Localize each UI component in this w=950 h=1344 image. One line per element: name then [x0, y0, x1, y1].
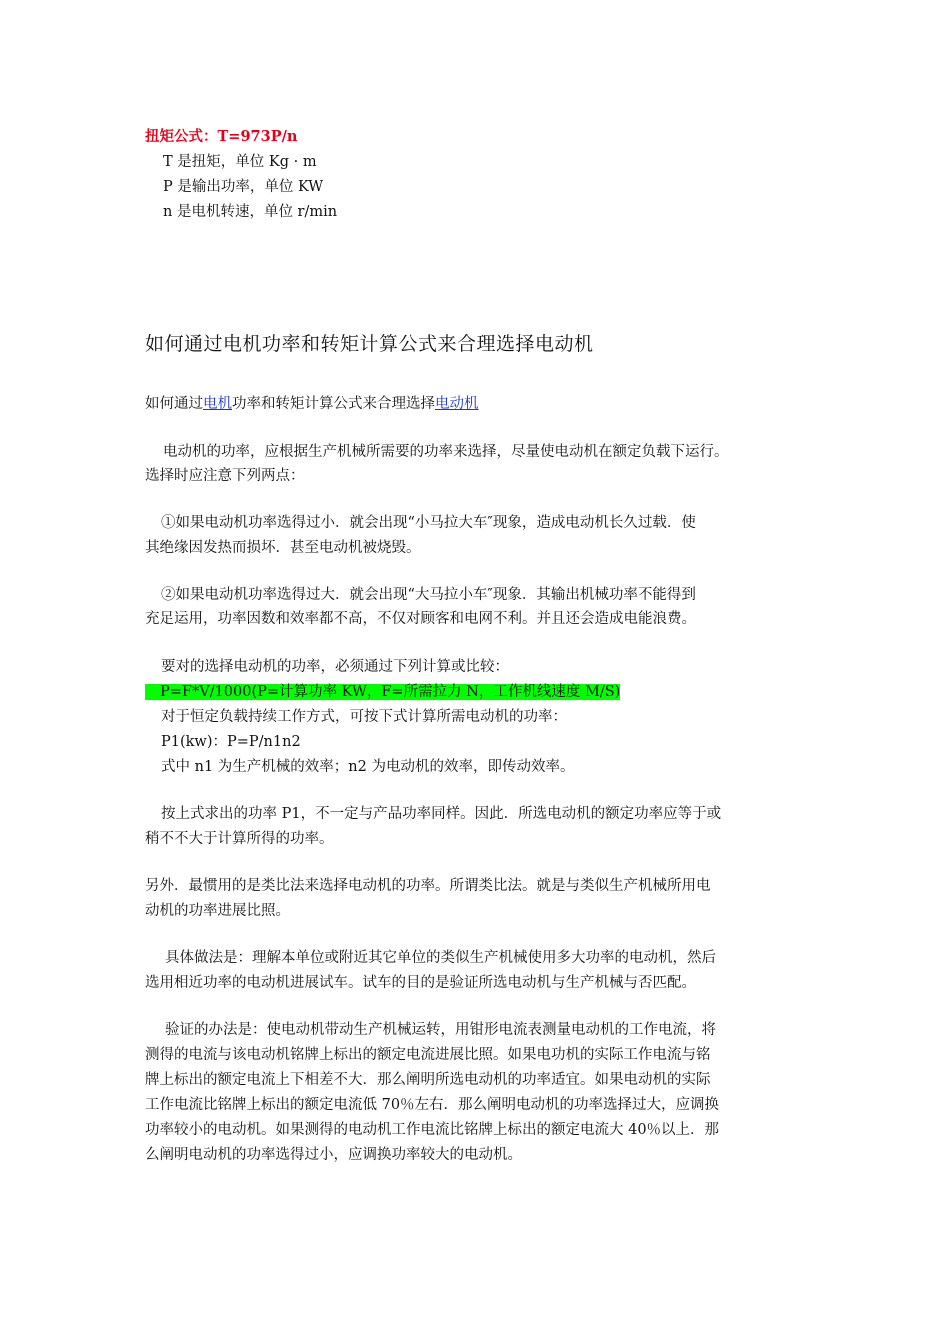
paragraph-line: 牌上标出的额定电流上下相差不大．那么阐明所选电动机的功率适宜。如果电动机的实际 — [145, 1072, 711, 1088]
paragraph-line: 动机的功率进展比照。 — [145, 903, 290, 919]
subtitle-text-pre: 如何通过 — [145, 396, 203, 412]
paragraph-line: 验证的办法是：使电动机带动生产机械运转，用钳形电流表测量电动机的工作电流，将 — [165, 1022, 716, 1038]
paragraph-line: 按上式求出的功率 P1，不一定与产品功率同样。因此．所选电动机的额定功率应等于或 — [161, 806, 722, 822]
paragraph-line: ①如果电动机功率选得过小．就会出现“小马拉大车″现象，造成电动机长久过载．使 — [161, 515, 696, 531]
paragraph-line: 其绝缘因发热而损坏．甚至电动机被烧毁。 — [145, 540, 421, 556]
paragraph-line: 电动机的功率，应根据生产机械所需要的功率来选择，尽量使电动机在额定负载下运行。 — [163, 444, 729, 460]
power-formula-line — [145, 682, 620, 702]
motor-link[interactable]: 电机 — [203, 396, 232, 412]
paragraph-line: P1(kw)：P=P/n1n2 — [161, 734, 301, 750]
paragraph-line: 功率较小的电动机。如果测得的电动机工作电流比铭牌上标出的额定电流大 40％以上．那 — [145, 1122, 720, 1138]
paragraph-line: 要对的选择电动机的功率，必须通过下列计算或比较： — [161, 659, 509, 675]
paragraph-line: ②如果电动机功率选得过大．就会出现“大马拉小车″现象．其输出机械功率不能得到 — [161, 587, 696, 603]
paragraph-line: 式中 n1 为生产机械的效率；n2 为电动机的效率，即传动效率。 — [161, 759, 575, 775]
paragraph-line: 具体做法是：理解本单位或附近其它单位的类似生产机械使用多大功率的电动机，然后 — [165, 950, 716, 966]
paragraph-line: 选择时应注意下列两点： — [145, 468, 305, 484]
paragraph-line: 另外．最惯用的是类比法来选择电动机的功率。所谓类比法。就是与类似生产机械所用电 — [145, 878, 711, 894]
article-subtitle — [145, 394, 479, 414]
torque-formula-title: 扭矩公式：T=973P/n — [145, 128, 298, 145]
paragraph-line: 工作电流比铭牌上标出的额定电流低 70％左右．那么阐明电动机的功率选择过大，应调换 — [145, 1097, 720, 1113]
paragraph-line: 稍不不大于计算所得的功率。 — [145, 831, 334, 847]
torque-unit-line: T 是扭矩，单位 Kg · m — [163, 154, 317, 170]
paragraph-line: 对于恒定负载持续工作方式，可按下式计算所需电动机的功率： — [161, 709, 567, 725]
subtitle-text-mid: 功率和转矩计算公式来合理选择 — [232, 396, 435, 412]
paragraph-line: 测得的电流与该电动机铭牌上标出的额定电流进展比照。如果电功机的实际工作电流与铭 — [145, 1047, 711, 1063]
electric-motor-link[interactable]: 电动机 — [435, 396, 479, 412]
highlighted-formula: P=F*V/1000(P=计算功率 KW，F=所需拉力 N，工作机线速度 M/S) — [145, 684, 620, 700]
paragraph-line: 充足运用，功率因数和效率都不高，不仅对顾客和电网不利。并且还会造成电能浪费。 — [145, 611, 696, 627]
article-heading: 如何通过电机功率和转矩计算公式来合理选择电动机 — [145, 333, 594, 355]
power-unit-line: P 是输出功率，单位 KW — [163, 179, 324, 195]
paragraph-line: 么阐明电动机的功率选得过小，应调换功率较大的电动机。 — [145, 1147, 522, 1163]
speed-unit-line: n 是电机转速，单位 r/min — [163, 204, 338, 220]
paragraph-line: 选用相近功率的电动机进展试车。试车的目的是验证所选电动机与生产机械与否匹配。 — [145, 975, 696, 991]
